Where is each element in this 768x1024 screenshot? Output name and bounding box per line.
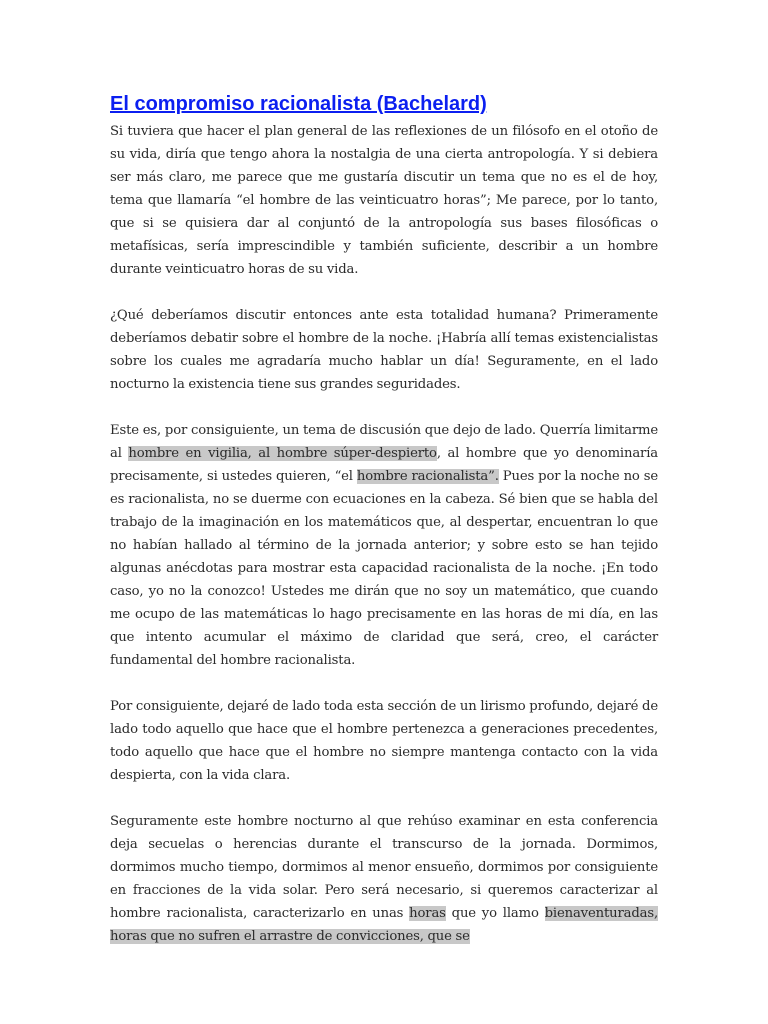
text-run: ¿Qué deberíamos discutir entonces ante esta totalidad humana? Primeramente deberíamos debatir sobre el hombre de la noche. ¡Habría allí temas existencialistas sobre los cuales me agradaría mucho hablar un día! Seguramente, en el lado nocturno la existencia tiene sus grandes seguridades. (110, 308, 658, 392)
highlighted-text: horas (409, 906, 446, 921)
text-run: Si tuviera que hacer el plan general de las reflexiones de un filósofo en el otoño de su vida, diría que tengo ahora la nostalgia de una cierta antropología. Y si debiera ser más claro, me parece que me gustaría discutir un tema que no es el de hoy, tema que llamaría “el hombre de las veinticuatro horas”; Me parece, por lo tanto, que si se quisiera dar al conjuntó de la antropología sus bases filosóficas o metafísicas, sería imprescindible y también suficiente, describir a un hombre durante veinticuatro horas de su vida. (110, 124, 658, 277)
paragraph-4 (110, 695, 658, 787)
text-run: , al hombre que yo denominaría precisamente, si ustedes quieren, “el (110, 446, 658, 484)
text-run: que yo llamo (445, 906, 545, 921)
highlighted-text: bienaventuradas, horas que no sufren el arrastre de convicciones, que se (110, 906, 658, 944)
text-run: Seguramente este hombre nocturno al que rehúso examinar en esta conferencia deja secuelas o herencias durante el transcurso de la jornada. Dormimos, dormimos mucho tiempo, dormimos al menor ensueño, dormimos por consiguiente en fracciones de la vida solar. Pero será necesario, si queremos caracterizar al hombre racionalista, caracterizarlo en unas (110, 814, 658, 921)
highlighted-text: hombre en vigilia, al hombre súper-despierto (128, 446, 437, 461)
text-run: Por consiguiente, dejaré de lado toda esta sección de un lirismo profundo, dejaré de lado todo aquello que hace que el hombre pertenezca a generaciones precedentes, todo aquello que hace que el hombre no siempre mantenga contacto con la vida despierta, con la vida clara. (110, 699, 658, 783)
document-title[interactable]: El compromiso racionalista (Bachelard) (110, 93, 487, 115)
paragraph-1 (110, 120, 658, 281)
document-page (110, 92, 658, 971)
document-body (110, 120, 658, 948)
paragraph-2 (110, 304, 658, 396)
paragraph-5 (110, 810, 658, 948)
text-run: Pues por la noche no se es racionalista, no se duerme con ecuaciones en la cabeza. Sé bien que se habla del trabajo de la imaginación en los matemáticos que, al despertar, encuentran lo que no habían hallado al término de la jornada anterior; y sobre esto se han tejido algunas anécdotas para mostrar esta capacidad racionalista de la noche. ¡En todo caso, yo no la conozco! Ustedes me dirán que no soy un matemático, que cuando me ocupo de las matemáticas lo hago precisamente en las horas de mi día, en las que intento acumular el máximo de claridad que será, creo, el carácter fundamental del hombre racionalista. (110, 469, 659, 668)
text-run: Este es, por consiguiente, un tema de discusión que dejo de lado. Querría limitarme al (110, 423, 658, 461)
highlighted-text: hombre racionalista”. (356, 469, 499, 484)
paragraph-3 (110, 419, 658, 672)
